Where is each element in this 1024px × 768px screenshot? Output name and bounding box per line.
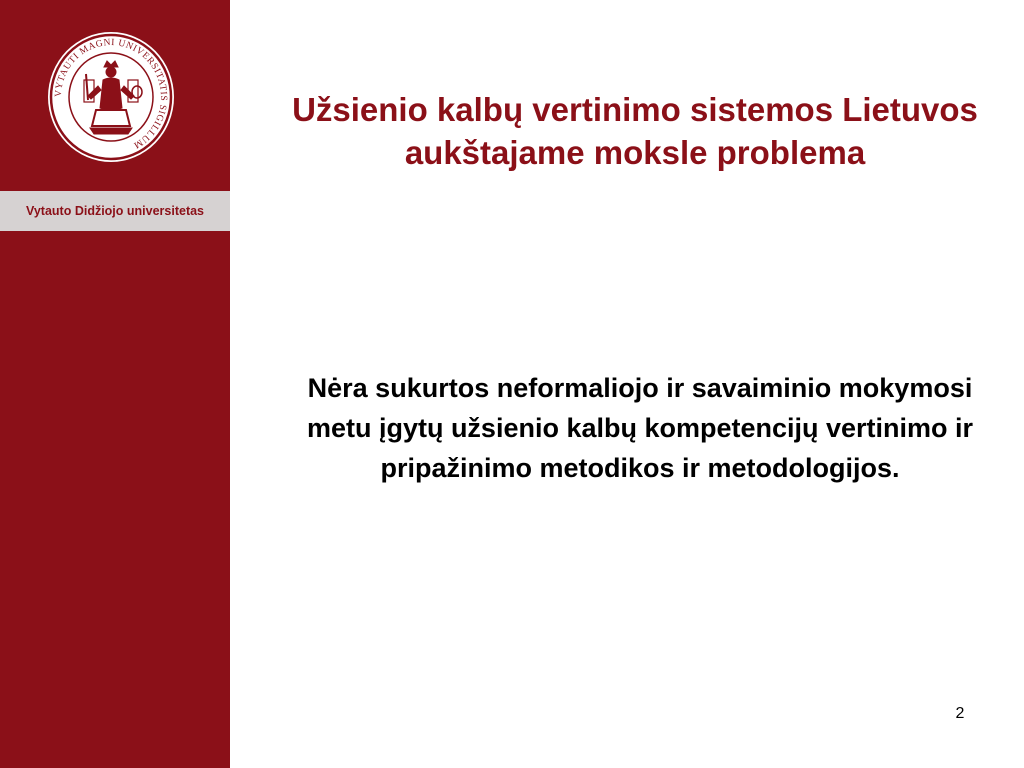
seal-text: VYTAUTI MAGNI UNIVERSITATIS SIGILLUM	[53, 37, 169, 150]
university-name: Vytauto Didžiojo universitetas	[25, 204, 205, 218]
slide-body-text: Nėra sukurtos neformaliojo ir savaiminio mokymosi metu įgytų užsienio kalbų kompetencijų vertinimo ir pripažinimo metodikos ir metodologijos.	[306, 373, 974, 483]
slide-title: Užsienio kalbų vertinimo sistemos Lietuvos aukštajame moksle problema	[292, 91, 978, 171]
university-band	[0, 191, 230, 231]
sidebar	[0, 0, 230, 768]
university-seal-icon	[46, 30, 176, 164]
page-number: 2	[955, 705, 965, 722]
